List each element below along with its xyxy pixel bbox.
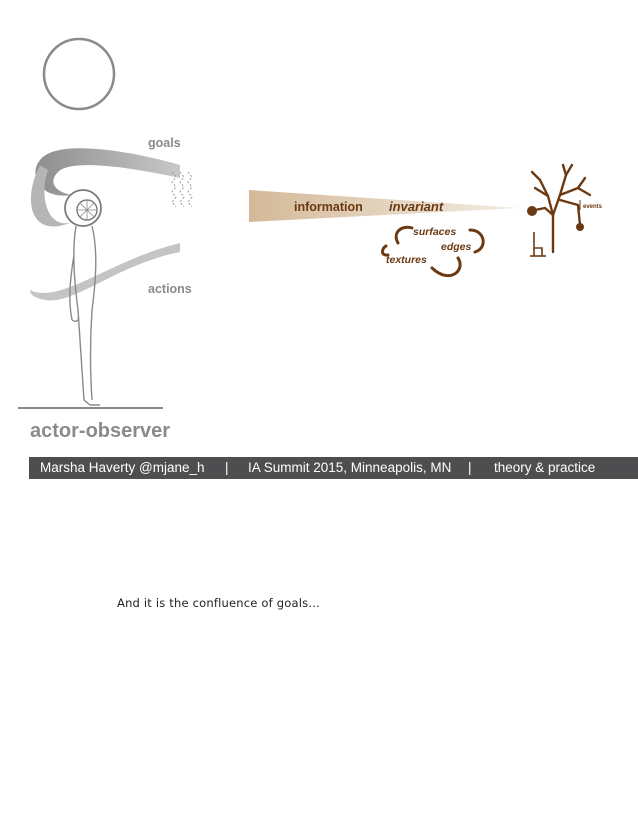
goals-label: goals [148,136,181,150]
actor-observer-label: actor-observer [30,420,171,442]
information-label: information [294,200,363,214]
speaker-note-caption: And it is the confluence of goals... [117,596,320,610]
footer-bar [29,457,638,479]
invariant-label: invariant [389,199,444,214]
observer-head [65,190,101,226]
footer-separator-2: | [468,460,472,475]
tree-fruit-left [527,206,537,216]
empty-circle [44,39,114,109]
observer-body [70,226,100,405]
footer-author: Marsha Haverty @mjane_h [40,460,205,475]
goals-swoosh [35,148,180,195]
goal-signal-lines [172,172,192,207]
tree-fruit-right [576,223,584,231]
tree [532,165,590,252]
information-beam [249,190,520,222]
events-label: events [583,204,603,210]
actions-label: actions [148,282,192,296]
edges-label: edges [441,241,472,253]
surfaces-label: surfaces [413,226,457,238]
chair-icon [530,232,546,256]
footer-separator-1: | [225,460,229,475]
footer-topic: theory & practice [494,460,596,475]
footer-event: IA Summit 2015, Minneapolis, MN [248,460,452,475]
textures-label: textures [386,254,427,266]
